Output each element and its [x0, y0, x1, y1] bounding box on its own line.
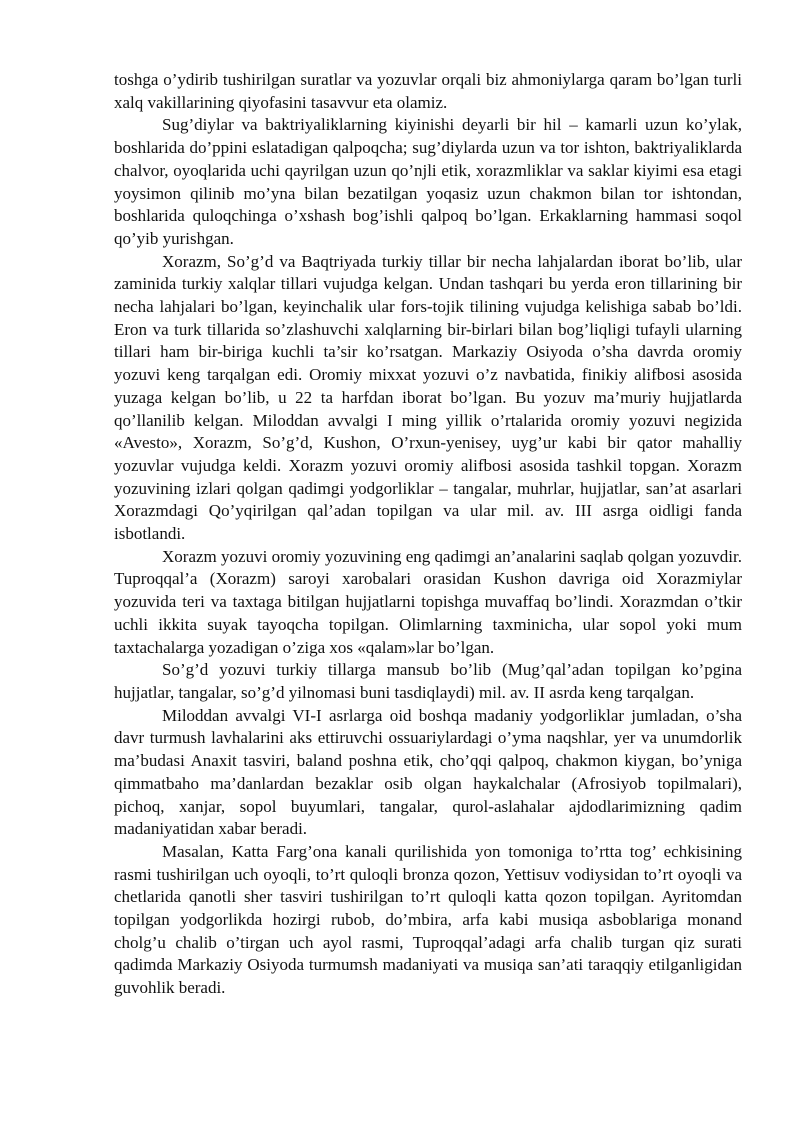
- document-page: [114, 69, 742, 1000]
- paragraph-6: Miloddan avvalgi VI-I asrlarga oid boshqa madaniy yodgorliklar jumladan, o’sha davr turmush lavhalarini aks ettiruvchi ossuariylardagi o’yma naqshlar, yer va unumdorlik ma’budasi Anaxit tasviri, baland poshna etik, cho’qqi qalpoq, chakmon kiygan, bo’yniga qimmatbaho ma’danlardan bezaklar osib olgan haykalchalar (Afrosiyob topilmalari), pichoq, xanjar, sopol buyumlari, tangalar, qurol-aslahalar ajdodlarimizning qadim madaniyatidan xabar beradi.: [114, 705, 742, 839]
- paragraph-4: Xorazm yozuvi oromiy yozuvining eng qadimgi an’analarini saqlab qolgan yozuvdir. Tuproqqal’a (Xorazm) saroyi xarobalari orasidan Kushon davriga oid Xorazmiylar yozuvida teri va taxtaga bitilgan hujjatlarni topishga muvaffaq bo’lindi. Xorazmdan o’tkir uchli ikkita suyak tayoqcha topilgan. Olimlarning taxminicha, ular sopol yoki mum taxtachalarga yozadigan o’ziga xos «qalam»lar bo’lgan.: [114, 546, 742, 657]
- paragraph-5: So’g’d yozuvi turkiy tillarga mansub bo’lib (Mug’qal’adan topilgan ko’pgina hujjatlar, tangalar, so’g’d yilnomasi buni tasdiqlaydi) mil. av. II asrda keng tarqalgan.: [114, 660, 742, 702]
- paragraph-7: Masalan, Katta Farg’ona kanali qurilishida yon tomoniga to’rtta tog’ echkisining rasmi tushirilgan uch oyoqli, to’rt quloqli bronza qozon, Yettisuv vodiysidan to’rt oyoqli va chetlarida qanotli sher tasviri tushirilgan to’rt quloqli katta qozon topilgan. Ayritomdan topilgan yodgorlikda hozirgi rubob, do’mbira, arfa kabi musiqa asboblariga monand cholg’u chalib o’tirgan uch ayol rasmi, Tuproqqal’adagi arfa chalib turgan qiz surati qadimda Markaziy Osiyoda turmumsh madaniyati va musiqa san’ati taraqqiy etilganligidan guvohlik beradi.: [114, 841, 742, 998]
- paragraph-2: Sug’diylar va baktriyaliklarning kiyinishi deyarli bir hil – kamarli uzun ko’ylak, boshlarida do’ppini eslatadigan qalpoqcha; sug’diylarda uzun va tor ishton, baktriyaliklarda chalvor, oyoqlarida uchi qayrilgan uzun qo’njli etik, xorazmliklar va saklar kiyimi esa etagi yoysimon qilinib mo’yna bilan bezatilgan yoqasiz uzun chakmon bilan tor ishtondan, boshlarida quloqchinga o’xshash bog’ishli qalpoq bo’lgan. Erkaklarning hammasi soqol qo’yib yurishgan.: [114, 115, 742, 248]
- paragraph-3: Xorazm, So’g’d va Baqtriyada turkiy tillar bir necha lahjalardan iborat bo’lib, ular zaminida turkiy xalqlar tillari vujudga kelgan. Undan tashqari bu yerda eron tillarining bir necha lahjalari bo’lgan, keyinchalik ular fors-tojik tilining vujudga kelishiga sabab bo’ldi. Eron va turk tillarida so’zlashuvchi xalqlarning bir-birlari bilan bog’liqligi tufayli ularning tillari ham bir-biriga kuchli ta’sir ko’rsatgan. Markaziy Osiyoda o’sha davrda oromiy yozuvi keng tarqalgan edi. Oromiy mixxat yozuvi o’z navbatida, finikiy alifbosi asosida yuzaga kelgan bo’lib, u 22 ta harfdan iborat bo’lgan. Bu yozuv ma’muriy hujjatlarda qo’llanilib kelgan. Miloddan avvalgi I ming yillik o’rtalarida oromiy yozuvi negizida «Avesto», Xorazm, So’g’d, Kushon, O’rxun-yenisey, uyg’ur kabi bir qator mahalliy yozuvlar vujudga keldi. Xorazm yozuvi oromiy alifbosi asosida tashkil topgan. Xorazm yozuvining izlari qolgan qadimgi yodgorliklar – tangalar, muhrlar, hujjatlar, san’at asarlari Xorazmdagi Qo’yqirilgan qal’adan topilgan va ular mil. av. III asrga oidligi fanda isbotlandi.: [114, 251, 742, 544]
- paragraph-1: toshga o’ydirib tushirilgan suratlar va yozuvlar orqali biz ahmoniylarga qaram bo’lgan turli xalq vakillarining qiyofasini tasavvur eta olamiz.: [114, 70, 742, 112]
